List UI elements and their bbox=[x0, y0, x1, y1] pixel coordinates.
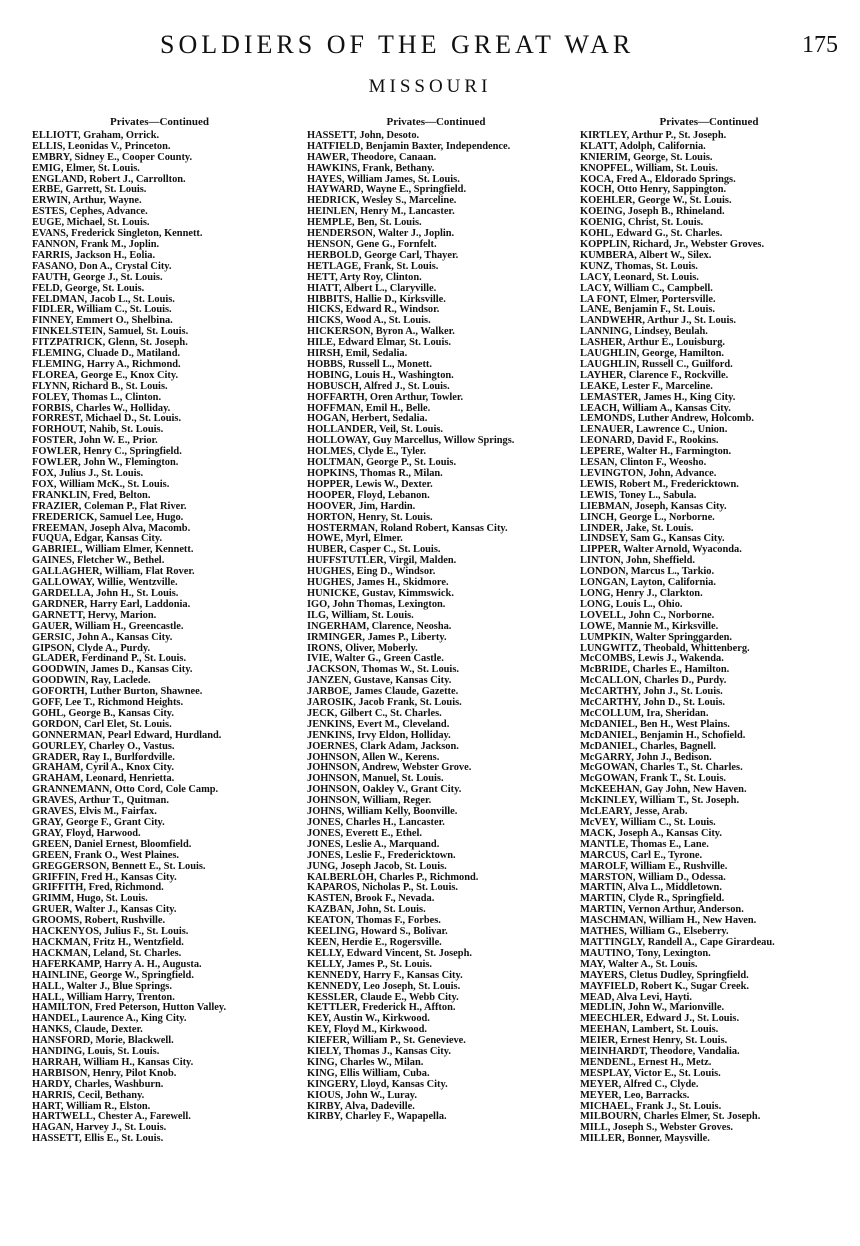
soldier-entry: KASTEN, Brook F., Nevada. bbox=[307, 893, 435, 905]
soldier-entry: HANSFORD, Morie, Blackwell. bbox=[32, 1035, 174, 1047]
soldier-entry: HAMILTON, Fred Peterson, Hutton Valley. bbox=[32, 1002, 227, 1014]
soldier-entry: FREEMAN, Joseph Alva, Macomb. bbox=[32, 522, 191, 534]
soldier-entry: LINDSEY, Sam G., Kansas City. bbox=[580, 533, 725, 545]
soldier-entry: HANDEL, Laurence A., King City. bbox=[32, 1013, 187, 1025]
soldier-entry: LEMASTER, James H., King City. bbox=[580, 391, 736, 403]
soldier-entry: KENNEDY, Harry F., Kansas City. bbox=[307, 969, 463, 981]
soldier-entry: LEACH, William A., Kansas City. bbox=[580, 402, 731, 414]
soldier-entry: HAFERKAMP, Harry A. H., Augusta. bbox=[32, 958, 202, 970]
soldier-entry: JONES, Everett E., Ethel. bbox=[307, 827, 422, 839]
soldier-entry: FOSTER, John W. E., Prior. bbox=[32, 435, 158, 447]
soldier-entry: LAUGHLIN, Russell C., Guilford. bbox=[580, 358, 733, 370]
soldier-entry: KENNEDY, Leo Joseph, St. Louis. bbox=[307, 980, 461, 992]
soldier-entry: HUBER, Casper C., St. Louis. bbox=[307, 544, 441, 556]
soldier-entry: GARDNER, Harry Earl, Laddonia. bbox=[32, 598, 191, 610]
soldier-entry: KING, Ellis William, Cuba. bbox=[307, 1067, 430, 1079]
soldier-entry: KEATON, Thomas F., Forbes. bbox=[307, 915, 441, 927]
soldier-entry: HANKS, Claude, Dexter. bbox=[32, 1024, 143, 1036]
entry-list bbox=[307, 131, 565, 1123]
soldier-entry: MEDLIN, John W., Marionville. bbox=[580, 1002, 725, 1014]
soldier-entry: LONG, Henry J., Clarkton. bbox=[580, 587, 703, 599]
soldier-entry: LONDON, Marcus L., Tarkio. bbox=[580, 566, 715, 578]
soldier-entry: McCARTHY, John J., St. Louis. bbox=[580, 686, 723, 698]
soldier-entry: LEMONDS, Luther Andrew, Holcomb. bbox=[580, 413, 754, 425]
soldier-entry: MESPLAY, Victor E., St. Louis. bbox=[580, 1067, 721, 1079]
soldier-entry: LEONARD, David F., Rookins. bbox=[580, 435, 719, 447]
soldier-entry: GOHL, George B., Kansas City. bbox=[32, 707, 175, 719]
soldier-entry: GLADER, Ferdinand P., St. Louis. bbox=[32, 653, 187, 665]
soldier-entry: GRAVES, Elvis M., Fairfax. bbox=[32, 806, 157, 818]
soldier-entry: FELD, George, St. Louis. bbox=[32, 282, 145, 294]
soldier-entry: McBRIDE, Charles E., Hamilton. bbox=[580, 664, 730, 676]
soldier-entry: MILBOURN, Charles Elmer, St. Joseph. bbox=[580, 1111, 761, 1123]
soldier-entry: HIATT, Albert L., Claryville. bbox=[307, 282, 437, 294]
soldier-entry: FLYNN, Richard B., St. Louis. bbox=[32, 380, 168, 392]
soldier-entry: MAYERS, Cletus Dudley, Springfield. bbox=[580, 969, 749, 981]
soldier-entry: HOSTERMAN, Roland Robert, Kansas City. bbox=[307, 522, 508, 534]
soldier-entry: ILG, William, St. Louis. bbox=[307, 609, 414, 621]
soldier-entry: HILE, Edward Elmar, St. Louis. bbox=[307, 337, 451, 349]
soldier-entry: HOLLANDER, Veil, St. Louis. bbox=[307, 424, 443, 436]
running-head bbox=[0, 30, 860, 64]
soldier-entry: FINNEY, Emmert O., Shelbina. bbox=[32, 315, 173, 327]
soldier-entry: KESSLER, Claude E., Webb City. bbox=[307, 991, 459, 1003]
soldier-entry: LIPPER, Walter Arnold, Wyaconda. bbox=[580, 544, 742, 556]
soldier-entry: LINCH, George L., Norborne. bbox=[580, 511, 715, 523]
soldier-entry: HOWE, Myrl, Elmer. bbox=[307, 533, 403, 545]
soldier-entry: GRIFFIN, Fred H., Kansas City. bbox=[32, 871, 177, 883]
soldier-entry: MARTIN, Vernon Arthur, Anderson. bbox=[580, 904, 744, 916]
soldier-entry: LONGAN, Layton, California. bbox=[580, 577, 716, 589]
column-heading: Privates—Continued bbox=[386, 116, 486, 128]
soldier-entry: JOHNSON, Andrew, Webster Grove. bbox=[307, 762, 472, 774]
soldier-entry: LASHER, Arthur E., Louisburg. bbox=[580, 337, 726, 349]
soldier-entry: MILL, Joseph S., Webster Groves. bbox=[580, 1122, 733, 1134]
soldier-entry: LUMPKIN, Walter Springgarden. bbox=[580, 631, 733, 643]
soldier-entry: MICHAEL, Frank J., St. Louis. bbox=[580, 1100, 722, 1112]
soldier-entry: HUGHES, James H., Skidmore. bbox=[307, 577, 449, 589]
soldier-entry: McGOWAN, Frank T., St. Louis. bbox=[580, 773, 726, 785]
soldier-entry: FREDERICK, Samuel Lee, Hugo. bbox=[32, 511, 184, 523]
column-1 bbox=[32, 117, 287, 1145]
soldier-entry: GERSIC, John A., Kansas City. bbox=[32, 631, 173, 643]
soldier-entry: GRIMM, Hugo, St. Louis. bbox=[32, 893, 148, 905]
soldier-entry: MENDENL, Ernest H., Metz. bbox=[580, 1056, 712, 1068]
soldier-entry: LOVELL, John C., Norborne. bbox=[580, 609, 715, 621]
soldier-entry: MANTLE, Thomas E., Lane. bbox=[580, 838, 709, 850]
soldier-entry: GOFORTH, Luther Burton, Shawnee. bbox=[32, 686, 203, 698]
soldier-entry: MEIER, Ernest Henry, St. Louis. bbox=[580, 1035, 728, 1047]
soldier-entry: HOBING, Louis H., Washington. bbox=[307, 369, 454, 381]
soldier-entry: MATHES, William G., Elseberry. bbox=[580, 926, 729, 938]
soldier-entry: LIEBMAN, Joseph, Kansas City. bbox=[580, 500, 727, 512]
soldier-entry: FLOREA, George E., Knox City. bbox=[32, 369, 179, 381]
soldier-entry: FINKELSTEIN, Samuel, St. Louis. bbox=[32, 326, 189, 338]
soldier-entry: HACKMAN, Leland, St. Charles. bbox=[32, 947, 182, 959]
soldier-entry: MASCHMAN, William H., New Haven. bbox=[580, 915, 757, 927]
soldier-entry: HIBBITS, Hallie D., Kirksville. bbox=[307, 293, 446, 305]
soldier-entry: KOEING, Joseph B., Rhineland. bbox=[580, 206, 725, 218]
soldier-entry: EMBRY, Sidney E., Cooper County. bbox=[32, 151, 193, 163]
entry-list bbox=[32, 131, 287, 1145]
soldier-entry: KAZBAN, John, St. Louis. bbox=[307, 904, 426, 916]
soldier-entry: IRONS, Oliver, Moberly. bbox=[307, 642, 418, 654]
soldier-entry: KOCA, Fred A., Eldorado Springs. bbox=[580, 173, 736, 185]
soldier-entry: GRADER, Ray I., Burlfordville. bbox=[32, 751, 175, 763]
page-title: SOLDIERS OF THE GREAT WAR bbox=[160, 30, 635, 59]
soldier-entry: ENGLAND, Robert J., Carrollton. bbox=[32, 173, 186, 185]
soldier-entry: FOWLER, John W., Flemington. bbox=[32, 457, 179, 469]
soldier-entry: LANDWEHR, Arthur J., St. Louis. bbox=[580, 315, 736, 327]
soldier-entry: FOWLER, Henry C., Springfield. bbox=[32, 446, 182, 458]
soldier-entry: FOX, William McK., St. Louis. bbox=[32, 478, 170, 490]
soldier-entry: HAWKINS, Frank, Bethany. bbox=[307, 162, 435, 174]
soldier-entry: EVANS, Frederick Singleton, Kennett. bbox=[32, 228, 203, 240]
soldier-entry: HOBUSCH, Alfred J., St. Louis. bbox=[307, 380, 450, 392]
soldier-entry: GOODWIN, Ray, Laclede. bbox=[32, 675, 151, 687]
soldier-entry: LONG, Louis L., Ohio. bbox=[580, 598, 683, 610]
soldier-entry: FLEMING, Cluade D., Matiland. bbox=[32, 348, 181, 360]
soldier-entry: HOFFARTH, Oren Arthur, Towler. bbox=[307, 391, 464, 403]
soldier-entry: HICKERSON, Byron A., Walker. bbox=[307, 326, 455, 338]
entry-list bbox=[580, 131, 838, 1145]
soldier-entry: INGERHAM, Clarence, Neosha. bbox=[307, 620, 452, 632]
soldier-entry: HANDING, Louis, St. Louis. bbox=[32, 1046, 160, 1058]
soldier-entry: GRIFFITH, Fred, Richmond. bbox=[32, 882, 164, 894]
soldier-entry: GRAY, Floyd, Harwood. bbox=[32, 827, 141, 839]
soldier-entry: McCALLON, Charles D., Purdy. bbox=[580, 675, 727, 687]
soldier-entry: IVIE, Walter G., Green Castle. bbox=[307, 653, 444, 665]
soldier-entry: MAY, Walter A., St. Louis. bbox=[580, 958, 698, 970]
soldier-entry: GOFF, Lee T., Richmond Heights. bbox=[32, 697, 184, 709]
soldier-entry: HICKS, Edward R., Windsor. bbox=[307, 304, 440, 316]
page-number: 175 bbox=[802, 32, 838, 58]
soldier-entry: JARBOE, James Claude, Gazette. bbox=[307, 686, 459, 698]
soldier-entry: KUNZ, Thomas, St. Louis. bbox=[580, 260, 698, 272]
soldier-entry: HATFIELD, Benjamin Baxter, Independence. bbox=[307, 140, 511, 152]
soldier-entry: HEINLEN, Henry M., Lancaster. bbox=[307, 206, 455, 218]
soldier-entry: GONNERMAN, Pearl Edward, Hurdland. bbox=[32, 729, 222, 741]
soldier-entry: EUGE, Michael, St. Louis. bbox=[32, 217, 150, 229]
soldier-entry: KOPPLIN, Richard, Jr., Webster Groves. bbox=[580, 238, 765, 250]
soldier-entry: McCARTHY, John D., St. Louis. bbox=[580, 697, 726, 709]
soldier-entry: HEDRICK, Wesley S., Marceline. bbox=[307, 195, 457, 207]
soldier-entry: MEYER, Leo, Barracks. bbox=[580, 1089, 690, 1101]
soldier-entry: KIRTLEY, Arthur P., St. Joseph. bbox=[580, 129, 727, 141]
soldier-entry: MILLER, Bonner, Maysville. bbox=[580, 1133, 710, 1145]
soldier-entry: MEYER, Alfred C., Clyde. bbox=[580, 1078, 699, 1090]
soldier-entry: KINGERY, Lloyd, Kansas City. bbox=[307, 1078, 448, 1090]
column-heading: Privates—Continued bbox=[110, 116, 209, 128]
soldier-entry: MARTIN, Alva L., Middletown. bbox=[580, 882, 722, 894]
soldier-entry: KIRBY, Charley F., Wapapella. bbox=[307, 1111, 447, 1123]
soldier-entry: McCOMBS, Lewis J., Wakenda. bbox=[580, 653, 724, 665]
soldier-entry: LA FONT, Elmer, Portersville. bbox=[580, 293, 716, 305]
soldier-entry: FANNON, Frank M., Joplin. bbox=[32, 238, 160, 250]
soldier-entry: HASSETT, Ellis E., St. Louis. bbox=[32, 1133, 164, 1145]
soldier-entry: HENDERSON, Walter J., Joplin. bbox=[307, 228, 455, 240]
soldier-entry: JECK, Gilbert C., St. Charles. bbox=[307, 707, 442, 719]
soldier-entry: HETLAGE, Frank, St. Louis. bbox=[307, 260, 439, 272]
soldier-entry: HAGAN, Harvey J., St. Louis. bbox=[32, 1122, 167, 1134]
soldier-entry: HORTON, Henry, St. Louis. bbox=[307, 511, 433, 523]
soldier-entry: GORDON, Carl Elet, St. Louis. bbox=[32, 718, 172, 730]
soldier-entry: HOBBS, Russell L., Monett. bbox=[307, 358, 432, 370]
soldier-entry: LEPERE, Walter H., Farmington. bbox=[580, 446, 732, 458]
soldier-entry: FIDLER, William C., St. Louis. bbox=[32, 304, 172, 316]
soldier-entry: HALL, William Harry, Trenton. bbox=[32, 991, 175, 1003]
soldier-entry: FLEMING, Harry A., Richmond. bbox=[32, 358, 181, 370]
soldier-entry: LUNGWITZ, Theobald, Whittenberg. bbox=[580, 642, 750, 654]
soldier-entry: McDANIEL, Benjamin H., Schofield. bbox=[580, 729, 746, 741]
soldier-entry: GOURLEY, Charley O., Vastus. bbox=[32, 740, 175, 752]
soldier-entry: GRUER, Walter J., Kansas City. bbox=[32, 904, 177, 916]
soldier-entry: LANE, Benjamin F., St. Louis. bbox=[580, 304, 716, 316]
soldier-entry: KELLY, Edward Vincent, St. Joseph. bbox=[307, 947, 472, 959]
column-heading: Privates—Continued bbox=[659, 116, 759, 128]
soldier-entry: GRANNEMANN, Otto Cord, Cole Camp. bbox=[32, 784, 219, 796]
soldier-entry: KUMBERA, Albert W., Silex. bbox=[580, 249, 712, 261]
soldier-entry: HARRIS, Cecil, Bethany. bbox=[32, 1089, 145, 1101]
soldier-entry: JOHNSON, Manuel, St. Louis. bbox=[307, 773, 444, 785]
soldier-entry: LAUGHLIN, George, Hamilton. bbox=[580, 348, 725, 360]
soldier-entry: HACKMAN, Fritz H., Wentzfield. bbox=[32, 936, 184, 948]
soldier-entry: GRAHAM, Leonard, Henrietta. bbox=[32, 773, 175, 785]
soldier-entry: FORBIS, Charles W., Holliday. bbox=[32, 402, 171, 414]
soldier-entry: McKINLEY, William T., St. Joseph. bbox=[580, 795, 740, 807]
soldier-entry: KIEFER, William P., St. Genevieve. bbox=[307, 1035, 466, 1047]
soldier-entry: MEEHAN, Lambert, St. Louis. bbox=[580, 1024, 719, 1036]
soldier-entry: ELLIS, Leonidas V., Princeton. bbox=[32, 140, 171, 152]
soldier-entry: ESTES, Cephes, Advance. bbox=[32, 206, 148, 218]
soldier-entry: HOGAN, Herbert, Sedalia. bbox=[307, 413, 428, 425]
soldier-entry: KEELING, Howard S., Bolivar. bbox=[307, 926, 448, 938]
soldier-entry: HOPKINS, Thomas R., Milan. bbox=[307, 468, 443, 479]
soldier-entry: GALLAGHER, William, Flat Rover. bbox=[32, 566, 195, 578]
soldier-entry: LINDER, Jake, St. Louis. bbox=[580, 522, 694, 534]
soldier-entry: HARDY, Charles, Washburn. bbox=[32, 1078, 164, 1090]
soldier-entry: HAYWARD, Wayne E., Springfield. bbox=[307, 184, 467, 196]
soldier-entry: JENKINS, Evert M., Cleveland. bbox=[307, 718, 450, 730]
soldier-entry: LOWE, Mannie M., Kirksville. bbox=[580, 620, 719, 632]
soldier-entry: LESAN, Clinton F., Weosho. bbox=[580, 457, 707, 469]
soldier-entry: HALL, Walter J., Blue Springs. bbox=[32, 980, 172, 992]
soldier-entry: McGARRY, John J., Bedison. bbox=[580, 751, 712, 763]
soldier-entry: GRAVES, Arthur T., Quitman. bbox=[32, 795, 169, 807]
soldier-entry: FASANO, Don A., Crystal City. bbox=[32, 260, 172, 272]
soldier-entry: HACKENYOS, Julius F., St. Louis. bbox=[32, 926, 189, 938]
soldier-entry: HOOVER, Jim, Hardin. bbox=[307, 500, 416, 512]
soldier-entry: JONES, Leslie F., Fredericktown. bbox=[307, 849, 456, 861]
soldier-entry: HICKS, Wood A., St. Louis. bbox=[307, 315, 431, 327]
soldier-entry: HASSETT, John, Desoto. bbox=[307, 129, 420, 141]
soldier-entry: JENKINS, Irvy Eldon, Holliday. bbox=[307, 729, 451, 741]
soldier-entry: KING, Charles W., Milan. bbox=[307, 1056, 424, 1068]
soldier-entry: HETT, Arty Roy, Clinton. bbox=[307, 271, 422, 283]
soldier-entry: HOLLOWAY, Guy Marcellus, Willow Springs. bbox=[307, 435, 515, 447]
soldier-entry: McDANIEL, Ben H., West Plains. bbox=[580, 718, 730, 730]
soldier-entry: JAROSIK, Jacob Frank, St. Louis. bbox=[307, 697, 462, 709]
soldier-entry: KOCH, Otto Henry, Sappington. bbox=[580, 184, 727, 196]
soldier-entry: HAINLINE, George W., Springfield. bbox=[32, 969, 194, 981]
soldier-entry: HOOPER, Floyd, Lebanon. bbox=[307, 489, 430, 501]
soldier-entry: GABRIEL, William Elmer, Kennett. bbox=[32, 544, 194, 556]
soldier-entry: GRAY, George F., Grant City. bbox=[32, 817, 165, 828]
soldier-entry: GOODWIN, James D., Kansas City. bbox=[32, 664, 193, 676]
soldier-entry: FARRIS, Jackson H., Eolia. bbox=[32, 249, 156, 261]
column-3 bbox=[580, 117, 838, 1145]
soldier-entry: JONES, Charles H., Lancaster. bbox=[307, 817, 445, 828]
soldier-entry: KOENIG, Christ, St. Louis. bbox=[580, 217, 704, 229]
soldier-entry: MARCUS, Carl E., Tyrone. bbox=[580, 849, 703, 861]
soldier-entry: KAPAROS, Nicholas P., St. Louis. bbox=[307, 882, 458, 894]
soldier-entry: LAYHER, Clarence F., Rockville. bbox=[580, 369, 729, 381]
soldier-entry: LANNING, Lindsey, Beulah. bbox=[580, 326, 708, 338]
soldier-entry: HUFFSTUTLER, Virgil, Malden. bbox=[307, 555, 457, 567]
soldier-entry: LEAKE, Lester F., Marceline. bbox=[580, 380, 713, 392]
soldier-entry: JOHNS, William Kelly, Boonville. bbox=[307, 806, 458, 818]
soldier-entry: HARRAH, William H., Kansas City. bbox=[32, 1056, 194, 1068]
soldier-entry: HAWER, Theodore, Canaan. bbox=[307, 151, 437, 163]
soldier-entry: MEECHLER, Edward J., St. Louis. bbox=[580, 1013, 740, 1025]
soldier-entry: HENSON, Gene G., Fornfelt. bbox=[307, 238, 437, 250]
soldier-entry: FUQUA, Edgar, Kansas City. bbox=[32, 533, 163, 545]
soldier-entry: FRANKLIN, Fred, Belton. bbox=[32, 489, 151, 501]
soldier-entry: McGOWAN, Charles T., St. Charles. bbox=[580, 762, 743, 774]
soldier-entry: KIOUS, John W., Luray. bbox=[307, 1089, 418, 1101]
soldier-entry: LEVINGTON, John, Advance. bbox=[580, 468, 717, 479]
soldier-entry: FAUTH, George J., St. Louis. bbox=[32, 271, 163, 283]
soldier-entry: HUGHES, Eing D., Windsor. bbox=[307, 566, 436, 578]
soldier-entry: GAUER, William H., Greencastle. bbox=[32, 620, 184, 632]
soldier-entry: FITZPATRICK, Glenn, St. Joseph. bbox=[32, 337, 188, 349]
soldier-entry: IGO, John Thomas, Lexington. bbox=[307, 598, 446, 610]
soldier-entry: MAUTINO, Tony, Lexington. bbox=[580, 947, 711, 959]
soldier-entry: EMIG, Elmer, St. Louis. bbox=[32, 162, 140, 174]
soldier-entry: IRMINGER, James P., Liberty. bbox=[307, 631, 447, 643]
soldier-entry: MEINHARDT, Theodore, Vandalia. bbox=[580, 1046, 740, 1058]
soldier-entry: LACY, Leonard, St. Louis. bbox=[580, 271, 699, 283]
soldier-entry: ERBE, Garrett, St. Louis. bbox=[32, 184, 147, 196]
soldier-entry: GARNETT, Hervy, Marion. bbox=[32, 609, 157, 621]
soldier-entry: HERBOLD, George Carl, Thayer. bbox=[307, 249, 459, 261]
soldier-entry: HOPPER, Lewis W., Dexter. bbox=[307, 478, 433, 490]
soldier-entry: GARDELLA, John H., St. Louis. bbox=[32, 587, 179, 599]
soldier-entry: HEMPLE, Ben, St. Louis. bbox=[307, 217, 422, 229]
soldier-entry: GALLOWAY, Willie, Wentzville. bbox=[32, 577, 178, 589]
soldier-entry: FELDMAN, Jacob L., St. Louis. bbox=[32, 293, 175, 305]
soldier-entry: KOHL, Edward G., St. Charles. bbox=[580, 228, 723, 240]
soldier-entry: KELLY, James P., St. Louis. bbox=[307, 958, 433, 970]
soldier-entry: MARTIN, Clyde R., Springfield. bbox=[580, 893, 725, 905]
soldier-entry: MAROLF, William E., Rushville. bbox=[580, 860, 728, 872]
soldier-entry: KIELY, Thomas J., Kansas City. bbox=[307, 1046, 451, 1058]
soldier-entry: HARBISON, Henry, Pilot Knob. bbox=[32, 1067, 177, 1079]
soldier-entry: HOLTMAN, George P., St. Louis. bbox=[307, 457, 457, 469]
soldier-entry: FOX, Julius J., St. Louis. bbox=[32, 468, 144, 479]
soldier-entry: ELLIOTT, Graham, Orrick. bbox=[32, 129, 160, 141]
soldier-entry: KETTLER, Frederick H., Affton. bbox=[307, 1002, 456, 1014]
soldier-entry: LENAUER, Lawrence C., Union. bbox=[580, 424, 728, 436]
soldier-entry: HARTWELL, Chester A., Farewell. bbox=[32, 1111, 191, 1123]
soldier-entry: FORREST, Michael D., St. Louis. bbox=[32, 413, 182, 425]
soldier-entry: GROOMS, Robert, Rushville. bbox=[32, 915, 166, 927]
soldier-entry: LEWIS, Toney L., Sabula. bbox=[580, 489, 697, 501]
soldier-entry: HUNICKE, Gustav, Kimmswick. bbox=[307, 587, 454, 599]
soldier-entry: LACY, William C., Campbell. bbox=[580, 282, 713, 294]
state-heading: MISSOURI bbox=[368, 76, 492, 97]
soldier-entry: JOHNSON, Oakley V., Grant City. bbox=[307, 784, 462, 796]
soldier-entry: JUNG, Joseph Jacob, St. Louis. bbox=[307, 860, 447, 872]
soldier-entry: JACKSON, Thomas W., St. Louis. bbox=[307, 664, 459, 676]
soldier-entry: GREEN, Daniel Ernest, Bloomfield. bbox=[32, 838, 192, 850]
soldier-entry: ERWIN, Arthur, Wayne. bbox=[32, 195, 142, 207]
soldier-entry: HAYES, William James, St. Louis. bbox=[307, 173, 460, 185]
soldier-entry: MEAD, Alva Levi, Hayti. bbox=[580, 991, 692, 1003]
soldier-entry: KOEHLER, George W., St. Louis. bbox=[580, 195, 732, 207]
soldier-entry: GRAHAM, Cyril A., Knox City. bbox=[32, 762, 175, 774]
soldier-entry: JANZEN, Gustave, Kansas City. bbox=[307, 675, 452, 687]
column-2 bbox=[307, 117, 565, 1123]
soldier-entry: JOHNSON, William, Reger. bbox=[307, 795, 432, 807]
soldier-entry: KLATT, Adolph, California. bbox=[580, 140, 706, 152]
soldier-entry: McCOLLUM, Ira, Sheridan. bbox=[580, 707, 709, 719]
soldier-entry: GAINES, Fletcher W., Bethel. bbox=[32, 555, 165, 567]
soldier-entry: GIPSON, Clyde A., Purdy. bbox=[32, 642, 151, 654]
soldier-entry: MAYFIELD, Robert K., Sugar Creek. bbox=[580, 980, 749, 992]
soldier-entry: LEWIS, Robert M., Fredericktown. bbox=[580, 478, 739, 490]
soldier-entry: FORHOUT, Nahib, St. Louis. bbox=[32, 424, 164, 436]
soldier-entry: KEY, Floyd M., Kirkwood. bbox=[307, 1024, 427, 1036]
soldier-entry: LINTON, John, Sheffield. bbox=[580, 555, 695, 567]
soldier-entry: MATTINGLY, Randell A., Cape Girardeau. bbox=[580, 936, 775, 948]
soldier-entry: KIRBY, Alva, Dadeville. bbox=[307, 1100, 415, 1112]
soldier-entry: McKEEHAN, Gay John, New Haven. bbox=[580, 784, 747, 796]
soldier-entry: HART, William R., Elston. bbox=[32, 1100, 151, 1112]
soldier-entry: McDANIEL, Charles, Bagnell. bbox=[580, 740, 716, 752]
soldier-entry: HOLMES, Clyde E., Tyler. bbox=[307, 446, 427, 458]
soldier-entry: HOFFMAN, Emil H., Belle. bbox=[307, 402, 431, 414]
soldier-entry: KEEN, Herdie E., Rogersville. bbox=[307, 936, 442, 948]
soldier-entry: KNIERIM, George, St. Louis. bbox=[580, 151, 713, 163]
soldier-entry: McLEARY, Jesse, Arab. bbox=[580, 806, 688, 818]
soldier-entry: McVEY, William C., St. Louis. bbox=[580, 817, 716, 828]
soldier-entry: HIRSH, Emil, Sedalia. bbox=[307, 348, 408, 360]
soldier-entry: KEY, Austin W., Kirkwood. bbox=[307, 1013, 430, 1025]
soldier-entry: FRAZIER, Coleman P., Flat River. bbox=[32, 500, 187, 512]
soldier-entry: JONES, Leslie A., Marquand. bbox=[307, 838, 440, 850]
soldier-entry: KALBERLOH, Charles P., Richmond. bbox=[307, 871, 479, 883]
soldier-entry: FOLEY, Thomas L., Clinton. bbox=[32, 391, 162, 403]
soldier-entry: JOERNES, Clark Adam, Jackson. bbox=[307, 740, 459, 752]
soldier-entry: KNOPFEL, William, St. Louis. bbox=[580, 162, 718, 174]
soldier-entry: JOHNSON, Allen W., Kerens. bbox=[307, 751, 440, 763]
soldier-entry: MACK, Joseph A., Kansas City. bbox=[580, 827, 723, 839]
soldier-entry: GREGGERSON, Bennett E., St. Louis. bbox=[32, 860, 206, 872]
soldier-entry: MARSTON, William D., Odessa. bbox=[580, 871, 726, 883]
soldier-entry: GREEN, Frank O., West Plaines. bbox=[32, 849, 180, 861]
